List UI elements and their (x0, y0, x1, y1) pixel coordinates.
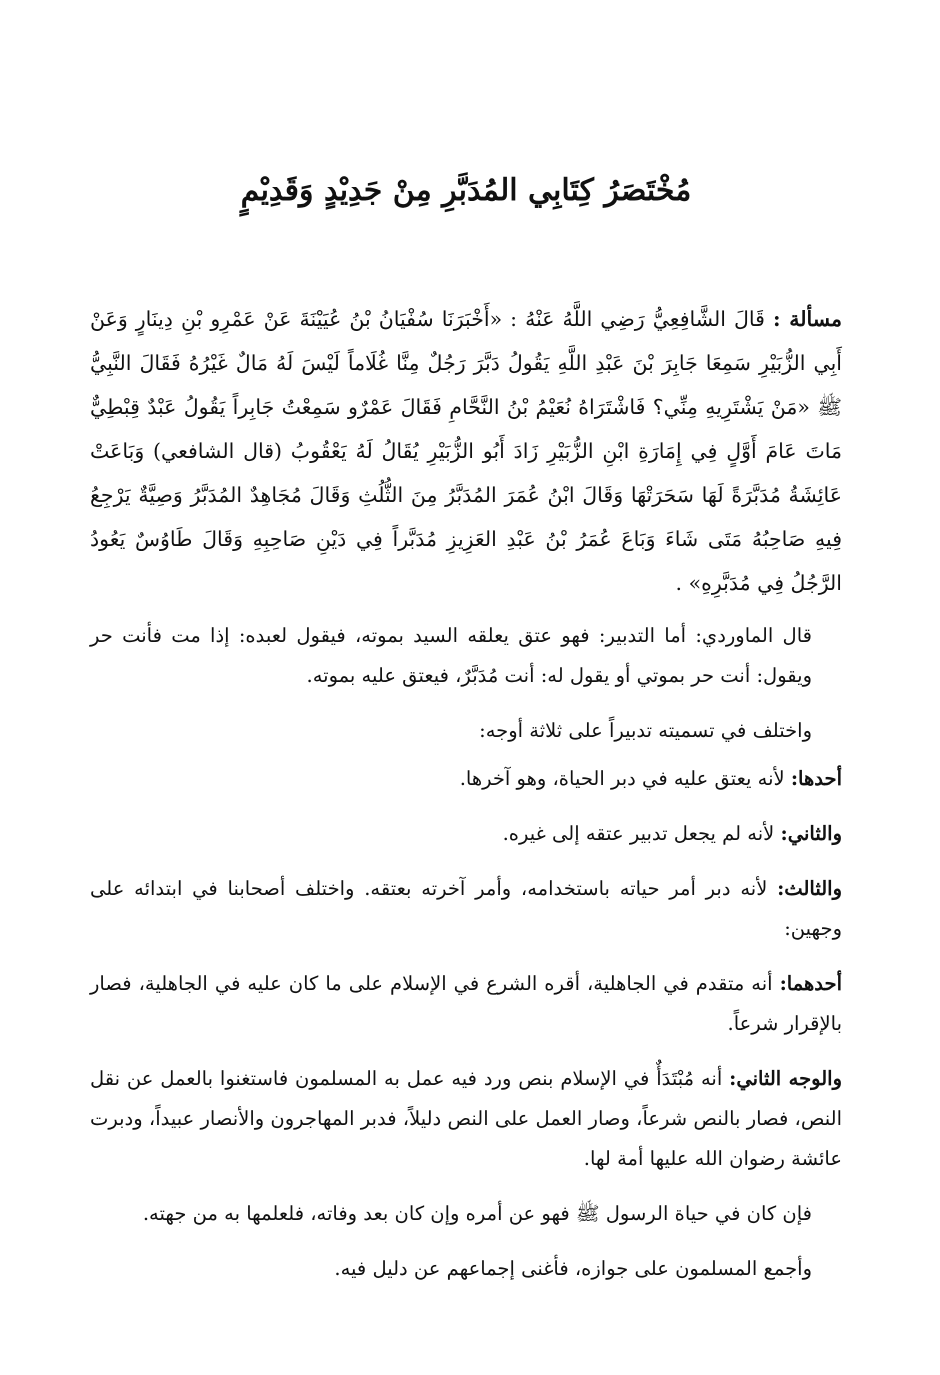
commentary-paragraph: قال الماوردي: أما التدبير: فهو عتق يعلقه السيد بموته، فيقول لعبده: إذا مت فأنت حر ويقول: أنت حر بموتي أو يقول له: أنت مُدَبَّرٌ، فيعتق عليه بموته. (90, 624, 812, 687)
commentary-paragraph: والثاني: لأنه لم يجعل تدبير عتقه إلى غيره. (502, 822, 842, 845)
commentary-block (90, 616, 842, 1304)
commentary-paragraph: والوجه الثاني: أنه مُبْتَدَأٌ في الإسلام بنص ورد فيه عمل به المسلمون فاستغنوا بالعمل عن نقل النص، فصار بالنص شرعاً، وصار العمل على النص دليلاً، فدبر المهاجرون والأنصار عبيداً، ودبرت عائشة رضوان الله عليها أمة لها. (90, 1067, 843, 1170)
document-page (90, 0, 842, 1375)
hadith-text-block (90, 297, 842, 605)
commentary-paragraph: أحدها: لأنه يعتق عليه في دبر الحياة، وهو آخرها. (459, 767, 842, 790)
masala-label: مسألة : (773, 307, 842, 331)
commentary-paragraph: والثالث: لأنه دبر أمر حياته باستخدامه، وأمر آخرته بعتقه. واختلف أصحابنا في ابتدائه على وجهين: (90, 877, 842, 940)
commentary-paragraph: فإن كان في حياة الرسول ﷺ فهو عن أمره وإن كان بعد وفاته، فلعلمها به من جهته. (142, 1202, 812, 1225)
commentary-paragraph: أحدهما: أنه متقدم في الجاهلية، أقره الشرع في الإسلام على ما كان عليه في الجاهلية، فصار بالإقرار شرعاً. (90, 972, 843, 1035)
commentary-paragraph: وأجمع المسلمون على جوازه، فأغنى إجماعهم عن دليل فيه. (334, 1257, 812, 1280)
commentary-paragraph: واختلف في تسميته تدبيراً على ثلاثة أوجه: (479, 719, 812, 742)
chapter-title: مُخْتَصَرُ كِتَابِي المُدَبَّرِ مِنْ جَدِيْدٍ وَقَدِيْمٍ (240, 173, 692, 208)
hadith-text: قَالَ الشَّافِعِيُّ رَضِي اللَّهُ عَنْهُ : «أَخْبَرَنَا سُفْيَانُ بْنُ عُيَيْنَةَ عَنْ عَمْرِو بْنِ دِينَارٍ وَعَنْ أَبِي الزُّبَيْرِ سَمِعَا جَابِرَ بْنَ عَبْدِ اللَّهِ يَقُولُ دَبَّرَ رَجُلٌ مِنَّا غُلَاماً لَيْسَ لَهُ مَالٌ غَيْرُهُ فَقَالَ النَّبِيُّ ﷺ «مَنْ يَشْتَرِيهِ مِنِّي؟ فَاشْتَرَاهُ نُعَيْمُ بْنُ النَّحَّامِ فَقَالَ عَمْرٌو سَمِعْتُ جَابِراً يَقُولُ عَبْدٌ قِبْطِيٌّ مَاتَ عَامَ أَوَّلٍ فِي إِمَارَةِ ابْنِ الزُّبَيْرِ زَادَ أَبُو الزُّبَيْرِ يُقَالُ لَهُ يَعْقُوبُ (قال الشافعي) وَبَاعَتْ عَائِشَةُ مُدَبَّرَةً لَهَا سَحَرَتْهَا وَقَالَ ابْنُ عُمَرَ المُدَبَّرُ مِنَ الثُّلُثِ وَقَالَ مُجَاهِدٌ المُدَبَّرُ وَصِيَّةٌ يَرْجِعُ فِيهِ صَاحِبُهُ مَتَى شَاءَ وَبَاعَ عُمَرُ بْنُ عَبْدِ العَزِيزِ مُدَبَّراً فِي دَيْنِ صَاحِبِهِ وَقَالَ طَاوُسٌ يَعُودُ الرَّجُلُ فِي مُدَبَّرِهِ» . (90, 307, 842, 595)
